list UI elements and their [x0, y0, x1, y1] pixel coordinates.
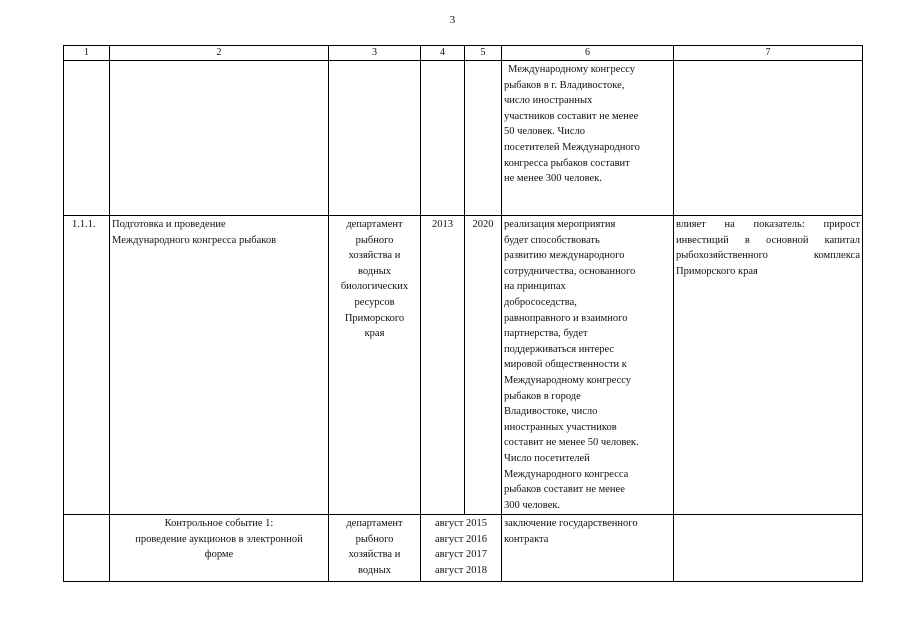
text-line: посетителей Международного [504, 141, 640, 153]
cell-number [64, 61, 110, 216]
text-line: будет способствовать [504, 234, 600, 246]
cell-result [502, 61, 674, 216]
cell-start-year: 2013 [421, 216, 465, 515]
table-row-1-1-1 [64, 216, 863, 515]
text-line: не менее 300 человек. [504, 173, 602, 185]
text-line: Число посетителей [504, 452, 590, 464]
text-line: август 2015 [434, 518, 488, 530]
cell-executor [329, 515, 421, 582]
text-line: Подготовка и проведение [112, 219, 226, 230]
text-line: поддерживаться интерес [504, 343, 615, 355]
text-line: равноправного и взаимного [504, 312, 628, 324]
text-line: Владивостоке, число [504, 406, 598, 418]
header-col-5: 5 [465, 46, 502, 61]
page-number: 3 [449, 14, 456, 26]
cell-end-year [465, 61, 502, 216]
text-line: добрососедства, [504, 296, 577, 308]
cell-executor [329, 61, 421, 216]
text-line: август 2018 [434, 565, 488, 577]
cell-name [110, 216, 329, 515]
text-line: август 2017 [434, 549, 488, 561]
text-line: хозяйства и [348, 250, 401, 262]
text-line: август 2016 [434, 533, 488, 545]
cell-indicator [674, 61, 863, 216]
cell-dates [421, 515, 502, 582]
cell-name [110, 515, 329, 582]
text-line: рыбаков составит не менее [504, 484, 625, 496]
header-row [64, 46, 863, 61]
text-line: составит не менее 50 человек. [504, 437, 639, 449]
text-line: рыбного [355, 234, 394, 246]
text-line: сотрудничества, основанного [504, 265, 636, 277]
text-line: реализация мероприятия [504, 219, 616, 230]
text-line: иностранных участников [504, 421, 617, 433]
text-line: Контрольное событие 1: [164, 518, 274, 530]
cell-indicator [674, 515, 863, 582]
header-col-2: 2 [110, 46, 329, 61]
cell-result [502, 216, 674, 515]
cell-end-year: 2020 [465, 216, 502, 515]
text-line: форме [204, 549, 234, 561]
text-line: рыбного [355, 533, 394, 545]
cell-executor [329, 216, 421, 515]
text-line: партнерства, будет [504, 328, 588, 340]
text-line: Приморского [344, 312, 405, 324]
header-col-4: 4 [421, 46, 465, 61]
header-col-7: 7 [674, 46, 863, 61]
text-line: хозяйства и [348, 549, 401, 561]
text-line: число иностранных [504, 95, 593, 107]
text-line: проведение аукционов в электронной [135, 533, 303, 545]
text-line: 300 человек. [504, 499, 561, 511]
text-line: заключение государственного [504, 518, 638, 530]
header-col-1: 1 [64, 46, 110, 61]
text-line: Международного конгресса рыбаков [112, 234, 277, 246]
text-line: водных [357, 565, 392, 577]
text-line: Международному конгрессу [508, 64, 636, 75]
text-line: 50 человек. Число [504, 126, 586, 138]
text-line: Международному конгрессу [504, 374, 632, 386]
text-line: биологических [340, 281, 409, 293]
text-line: на принципах [504, 281, 566, 293]
text-line: департамент [346, 219, 403, 230]
text-line: рыбаков в г. Владивостоке, [504, 79, 625, 91]
table-row-continued [64, 61, 863, 216]
cell-number: 1.1.1. [64, 216, 110, 515]
plan-table [63, 45, 863, 582]
text-line: участников составит не менее [504, 110, 639, 122]
text-line: ресурсов [354, 296, 395, 308]
text-line: развитию международного [504, 250, 625, 262]
header-col-6: 6 [502, 46, 674, 61]
cell-indicator: влияет на показатель: прирост инвестиций в основной капитал рыбохозяйственного комплекса Приморского края [674, 216, 863, 515]
cell-name [110, 61, 329, 216]
text-line: департамент [346, 518, 403, 530]
text-line: рыбаков в городе [504, 390, 581, 402]
text-line: края [364, 328, 385, 340]
text-line: водных [357, 265, 392, 277]
text-line: контракта [504, 533, 549, 545]
text-line: конгресса рыбаков составит [504, 157, 630, 169]
text-line: Международного конгресса [504, 468, 629, 480]
cell-number [64, 515, 110, 582]
text-line: мировой общественности к [504, 359, 627, 371]
cell-start-year [421, 61, 465, 216]
table-row-control-event [64, 515, 863, 582]
header-col-3: 3 [329, 46, 421, 61]
cell-result [502, 515, 674, 582]
